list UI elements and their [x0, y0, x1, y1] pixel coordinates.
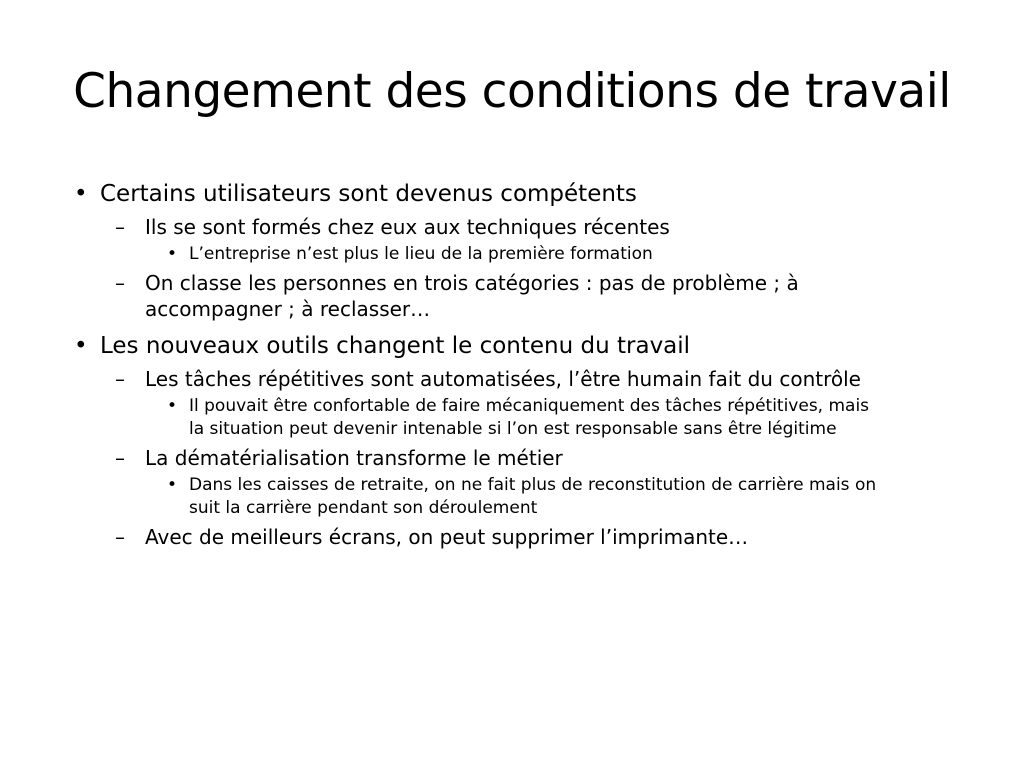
- bullet-text: Il pouvait être confortable de faire mécaniquement des tâches répétitives, mais la situation peut devenir intenable si l’on est responsable sans être légitime: [189, 396, 870, 439]
- slide-title: Changement des conditions de travail: [73, 64, 951, 119]
- bullet-text: L’entreprise n’est plus le lieu de la première formation: [189, 244, 653, 264]
- bullet-dash-icon: –: [115, 525, 125, 549]
- bullet-dash-icon: –: [115, 215, 125, 239]
- bullet-dot-icon: •: [167, 396, 178, 416]
- bullet-level2: [0, 524, 1024, 550]
- bullet-dot-icon: •: [74, 181, 88, 207]
- bullet-text: Ils se sont formés chez eux aux techniques récentes: [145, 215, 670, 239]
- bullet-text: Dans les caisses de retraite, on ne fait plus de reconstitution de carrière mais on suit la carrière pendant son déroulement: [189, 475, 877, 518]
- bullet-level2: [0, 366, 1024, 392]
- slide-body: [0, 180, 1024, 550]
- bullet-level3: [0, 243, 1024, 266]
- bullet-level2: [0, 445, 1024, 471]
- bullet-dot-icon: •: [167, 244, 178, 264]
- bullet-text: Les nouveaux outils changent le contenu du travail: [100, 333, 691, 359]
- bullet-level2: [0, 214, 1024, 240]
- bullet-text: On classe les personnes en trois catégories : pas de problème ; à accompagner ; à reclasser…: [145, 271, 799, 321]
- bullet-dot-icon: •: [74, 333, 88, 359]
- bullet-level1: [0, 332, 1024, 360]
- bullet-level1: [0, 180, 1024, 208]
- bullet-text: Certains utilisateurs sont devenus compétents: [100, 181, 637, 207]
- bullet-dash-icon: –: [115, 271, 125, 295]
- bullet-text: La dématérialisation transforme le métier: [145, 446, 563, 470]
- bullet-dash-icon: –: [115, 446, 125, 470]
- bullet-dot-icon: •: [167, 475, 178, 495]
- bullet-level3: [0, 395, 1024, 441]
- bullet-level3: [0, 474, 1024, 520]
- bullet-dash-icon: –: [115, 367, 125, 391]
- bullet-level2: [0, 270, 1024, 322]
- bullet-text: Les tâches répétitives sont automatisées, l’être humain fait du contrôle: [145, 367, 861, 391]
- bullet-text: Avec de meilleurs écrans, on peut supprimer l’imprimante…: [145, 525, 749, 549]
